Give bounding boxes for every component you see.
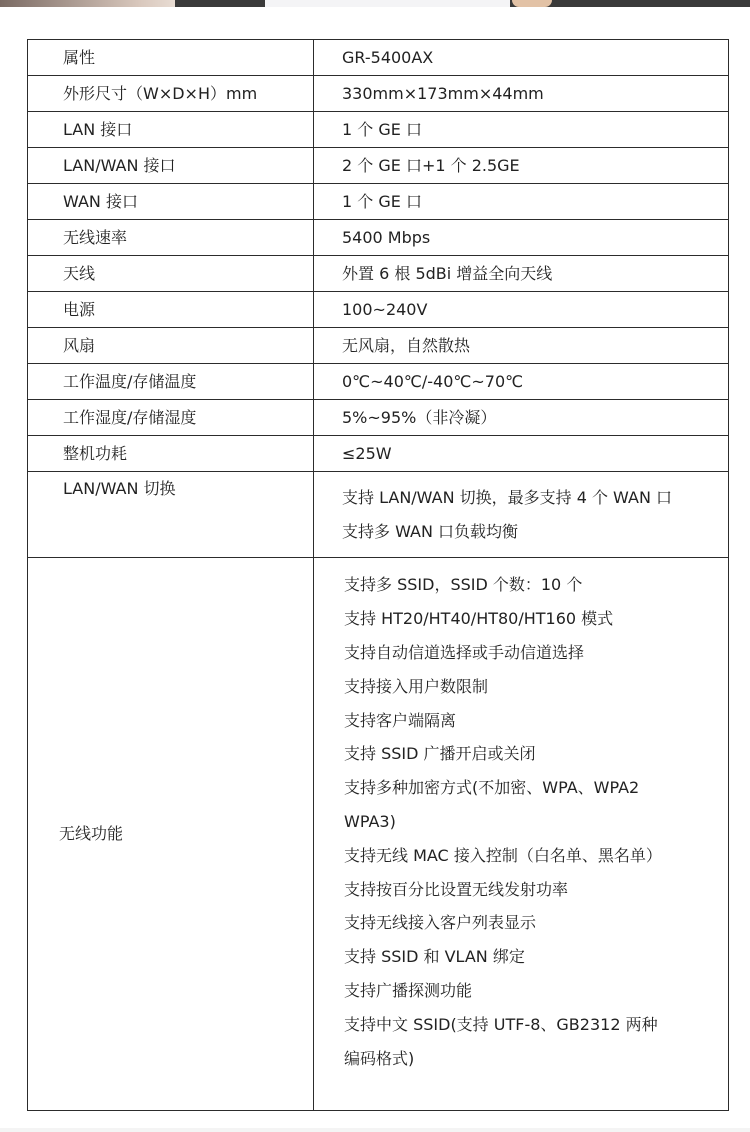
table-row	[28, 148, 729, 184]
spec-value-line: 支持无线接入客户列表显示	[344, 913, 537, 933]
spec-value: 100~240V	[314, 292, 729, 328]
spec-label: 无线功能	[28, 558, 314, 1111]
spec-label: 电源	[28, 292, 314, 328]
spec-label: 风扇	[28, 328, 314, 364]
table-row-wireless	[28, 558, 729, 1111]
table-row	[28, 364, 729, 400]
spec-label: 工作湿度/存储湿度	[28, 400, 314, 436]
spec-value: 无风扇，自然散热	[314, 328, 729, 364]
spec-value-line: 编码格式)	[344, 1048, 415, 1068]
spec-value-line: 支持接入用户数限制	[344, 676, 489, 696]
photo-fragment-middle	[265, 0, 510, 7]
spec-label: WAN 接口	[28, 184, 314, 220]
spec-value-line: 支持多 WAN 口负载均衡	[342, 521, 519, 541]
spec-value: ≤25W	[314, 436, 729, 472]
photo-fragment-right	[512, 0, 552, 7]
spec-label: LAN/WAN 接口	[28, 148, 314, 184]
spec-value-line: 支持无线 MAC 接入控制（白名单、黑名单）	[344, 845, 662, 865]
spec-value-line: 支持广播探测功能	[344, 980, 473, 1000]
spec-label: 外形尺寸（W×D×H）mm	[28, 76, 314, 112]
table-row	[28, 220, 729, 256]
spec-value: 5400 Mbps	[314, 220, 729, 256]
spec-label: 工作温度/存储温度	[28, 364, 314, 400]
spec-value: 1 个 GE 口	[314, 112, 729, 148]
spec-value-line: 支持 SSID 和 VLAN 绑定	[344, 947, 525, 967]
spec-value-line: 支持多 SSID，SSID 个数：10 个	[344, 575, 583, 595]
spec-label: 无线速率	[28, 220, 314, 256]
spec-value-line: 支持 HT20/HT40/HT80/HT160 模式	[344, 609, 614, 629]
bottom-divider	[0, 1128, 750, 1132]
spec-label: LAN/WAN 切换	[28, 472, 314, 558]
table-row	[28, 76, 729, 112]
spec-label: 属性	[28, 40, 314, 76]
table-row-lan-wan-switch	[28, 472, 729, 558]
spec-value-line: 支持自动信道选择或手动信道选择	[344, 643, 585, 662]
spec-value: 2 个 GE 口+1 个 2.5GE	[314, 148, 729, 184]
spec-value: 330mm×173mm×44mm	[314, 76, 729, 112]
spec-value-multiline	[314, 558, 729, 1111]
spec-label: 天线	[28, 256, 314, 292]
spec-value: 1 个 GE 口	[314, 184, 729, 220]
table-row	[28, 328, 729, 364]
spec-value-line: WPA3)	[344, 811, 396, 831]
spec-value: 外置 6 根 5dBi 增益全向天线	[314, 256, 729, 292]
spec-value: 5%~95%（非冷凝）	[314, 400, 729, 436]
table-row	[28, 400, 729, 436]
table-row	[28, 292, 729, 328]
table-row	[28, 256, 729, 292]
top-photo-strip	[0, 0, 750, 7]
spec-label: LAN 接口	[28, 112, 314, 148]
spec-value: GR-5400AX	[314, 40, 729, 76]
photo-fragment-left	[0, 0, 175, 7]
spec-value-line: 支持客户端隔离	[344, 710, 457, 730]
spec-label: 整机功耗	[28, 436, 314, 472]
table-row	[28, 40, 729, 76]
spec-value-line: 支持多种加密方式(不加密、WPA、WPA2	[344, 778, 640, 798]
table-row	[28, 184, 729, 220]
spec-value-line: 支持按百分比设置无线发射功率	[344, 879, 569, 899]
spec-value: 0℃~40℃/-40℃~70℃	[314, 364, 729, 400]
spec-value-line: 支持 SSID 广播开启或关闭	[344, 744, 536, 764]
spec-value-line: 支持中文 SSID(支持 UTF-8、GB2312 两种	[344, 1014, 658, 1034]
spec-table	[27, 39, 729, 1111]
spec-value-multiline	[314, 472, 729, 558]
table-row	[28, 436, 729, 472]
table-row	[28, 112, 729, 148]
spec-value-line: 支持 LAN/WAN 切换，最多支持 4 个 WAN 口	[342, 487, 673, 507]
